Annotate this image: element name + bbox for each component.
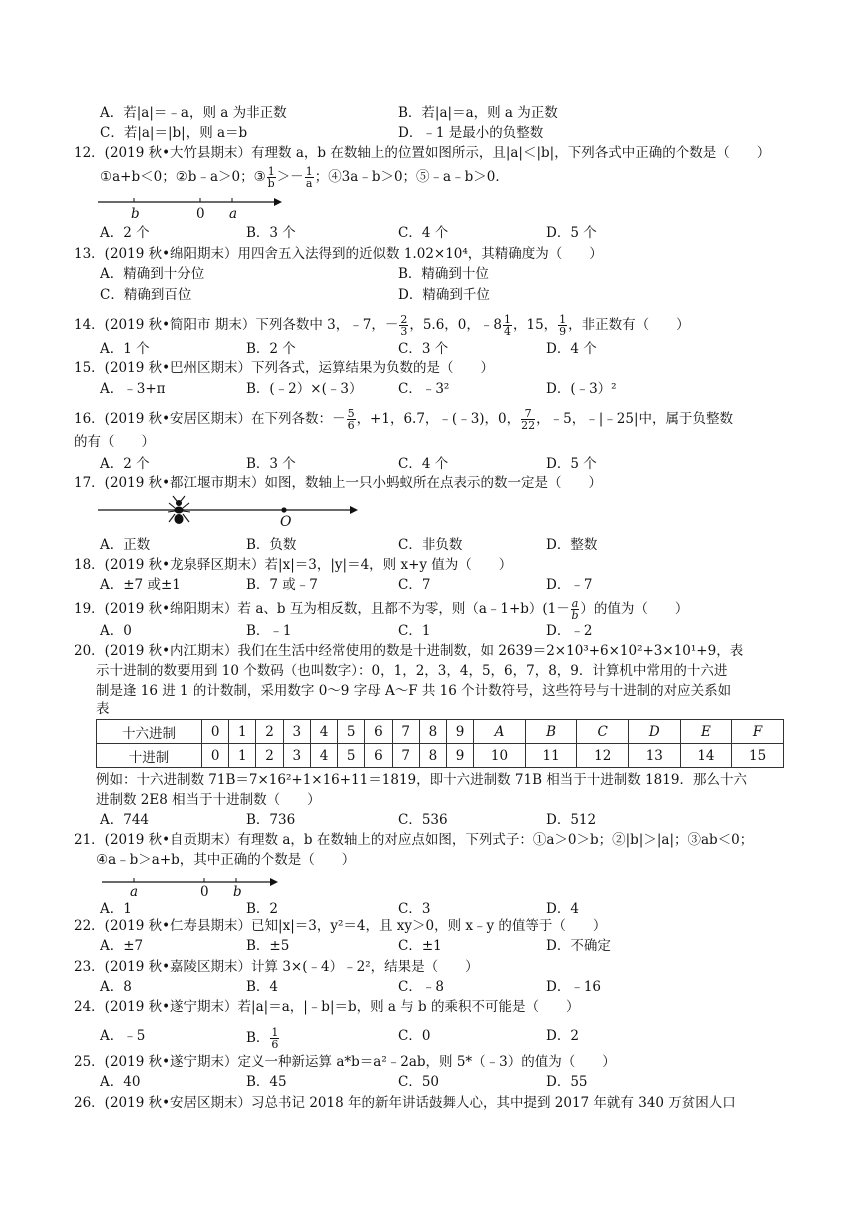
- q25-option-c: C．50: [398, 1074, 440, 1090]
- q16-stem-b: ，+1，6.7，﹣(﹣3)，0，: [356, 411, 521, 427]
- q16-stem-c: ，﹣5，﹣|﹣25|中，属于负整数: [536, 411, 734, 427]
- q16-frac-1: $\frac{5}{6}$: [347, 407, 355, 432]
- q26-stem: 26．(2019 秋•安居区期末）习总书记 2018 年的新年讲话鼓舞人心，其中提到 2017 年就有 340 万贫困人口: [74, 1095, 736, 1111]
- q14-frac-1: $\frac{2}{3}$: [400, 313, 408, 338]
- q12-axis-label-b: b: [131, 206, 140, 222]
- q15-stem: 15．(2019 秋•巴州区期末）下列各式，运算结果为负数的是（ ）: [74, 360, 495, 376]
- q21-axis-label-b: b: [233, 884, 242, 900]
- q22-option-c: C．±1: [398, 938, 442, 954]
- q16-stem-a: 16．(2019 秋•安居区期末）在下列各数：: [74, 411, 333, 427]
- q19-stem-b: ）的值为（ ）: [580, 601, 689, 617]
- table-cell: 5: [338, 720, 365, 744]
- table-cell: F: [732, 720, 784, 744]
- q13-option-d: D．精确到千位: [398, 287, 490, 303]
- q23-stem: 23．(2019 秋•嘉陵区期末）计算 3×(﹣4）﹣2²，结果是（ ）: [74, 959, 479, 975]
- q23-option-a: A．8: [100, 979, 132, 995]
- q19-option-d: D．﹣2: [546, 623, 593, 639]
- q14-stem: 14．(2019 秋•简阳市 期末）下列各数中 3，﹣7，－ $\frac{2}{3}$ ，5.6，0，﹣8 $\frac{1}{4}$ ，15， $\frac{1}{9}$ ，非正数有（ ）: [74, 313, 690, 338]
- table-cell: 14: [680, 744, 732, 768]
- q19-stem: [74, 598, 688, 621]
- table-cell: 2: [256, 720, 283, 744]
- table-cell: 6: [365, 744, 392, 768]
- q11-option-b: B．若|a|＝a，则 a 为正数: [398, 105, 558, 121]
- q17-option-d: D．整数: [546, 537, 598, 553]
- q21-option-a: A．1: [100, 901, 132, 917]
- q22-option-b: B．±5: [246, 938, 290, 954]
- q21-axis-label-0: 0: [200, 884, 209, 900]
- hex-decimal-table: [96, 719, 784, 768]
- table-cell: 3: [283, 744, 310, 768]
- q12-frac-1a: $\frac{1}{a}$: [305, 165, 313, 190]
- q24-option-b-fraction: $\frac{1}{6}$: [271, 1026, 279, 1051]
- q20-line5: 例如：十六进制数 71B＝7×16²+1×16+11＝1819，即十六进制数 71B 相当于十进制数 1819．那么十六: [96, 772, 747, 788]
- q12-stem: 12．(2019 秋•大竹县期末）有理数 a，b 在数轴上的位置如图所示，且|a|＜|b|，下列各式中正确的个数是（ ）: [74, 145, 771, 161]
- q19-option-c: C．1: [398, 623, 431, 639]
- q12-frac-1b: $\frac{1}{b}$: [267, 165, 275, 190]
- q22-stem: 22．(2019 秋•仁寿县期末）已知|x|＝3，y²＝4，且 xy＞0，则 x﹣y 的值等于（ ）: [74, 918, 607, 934]
- q16-option-c: C．4 个: [398, 456, 449, 472]
- table-cell: 12: [577, 744, 629, 768]
- q21-axis-label-a: a: [130, 884, 139, 900]
- table-cell: D: [629, 720, 681, 744]
- q25-option-b: B．45: [246, 1074, 287, 1090]
- q11-option-a: A．若|a|＝﹣a，则 a 为非正数: [100, 105, 287, 121]
- table-cell: 5: [338, 744, 365, 768]
- q13-option-c: C．精确到百位: [100, 287, 192, 303]
- q16-option-d: D．5 个: [546, 456, 597, 472]
- q18-option-c: C．7: [398, 577, 431, 593]
- q24-stem: 24．(2019 秋•遂宁期末）若|a|＝a，|﹣b|＝b，则 a 与 b 的乘积不可能是（ ）: [74, 999, 580, 1015]
- q20-line3: 制是逢 16 进 1 的计数制，采用数字 0～9 字母 A～F 共 16 个计数符号，这些符号与十进制的对应关系如: [96, 683, 732, 699]
- table-cell: 6: [365, 720, 392, 744]
- table-cell: 11: [525, 744, 577, 768]
- q20-option-d: D．512: [546, 812, 597, 828]
- q19-option-a: A．0: [100, 623, 132, 639]
- q14-stem-a: 14．(2019 秋•简阳市 期末）下列各数中 3，﹣7，: [74, 317, 385, 333]
- q18-option-d: D．﹣7: [546, 577, 593, 593]
- q12-option-a: A．2 个: [100, 225, 150, 241]
- q14-stem-b: ，5.6，0，﹣8: [409, 317, 502, 333]
- q16-frac-2: $\frac{7}{22}$: [521, 407, 536, 432]
- q14-option-d: D．4 个: [546, 341, 597, 357]
- table-cell: 9: [446, 720, 473, 744]
- table-cell: 13: [629, 744, 681, 768]
- q19-option-b: B．﹣1: [246, 623, 292, 639]
- q25-option-d: D．55: [546, 1074, 588, 1090]
- table-header-hex: 十六进制: [97, 720, 202, 744]
- q16-stem: 16．(2019 秋•安居区期末）在下列各数：－ $\frac{5}{6}$ ，+1，6.7，﹣(﹣3)，0， $\frac{7}{22}$ ，﹣5，﹣|﹣25|中，属于负整数: [74, 407, 734, 432]
- q18-option-a: A．±7 或±1: [100, 577, 181, 593]
- q14-frac-2: $\frac{1}{4}$: [503, 313, 511, 338]
- q21-option-c: C．3: [398, 901, 431, 917]
- q23-option-c: C．﹣8: [398, 979, 444, 995]
- table-cell: 15: [732, 744, 784, 768]
- q18-stem: 18．(2019 秋•龙泉驿区期末）若|x|＝3，|y|＝4，则 x+y 值为（ ）: [74, 557, 513, 573]
- table-cell: 0: [202, 744, 229, 768]
- q12-items: ①a+b＜0；②b﹣a＞0；③ $\frac{1}{b}$ ＞－ $\frac{1}{a}$ ；④3a﹣b＞0；⑤﹣a﹣b＞0．: [100, 165, 509, 190]
- q20-line4: 表: [96, 701, 110, 717]
- q21-option-b: B．2: [246, 901, 279, 917]
- q16-stem-line2: 的有（ ）: [74, 434, 155, 450]
- table-cell: 4: [310, 720, 337, 744]
- q18-option-b: B．7 或﹣7: [246, 577, 318, 593]
- q17-stem: 17．(2019 秋•都江堰市期末）如图，数轴上一只小蚂蚁所在点表示的数一定是（ ）: [74, 475, 603, 491]
- q12-option-c: C．4 个: [398, 225, 449, 241]
- q19-stem-a: 19．(2019 秋•绵阳期末）若 a、b 互为相反数，且都不为零，则（a﹣1+b）(1－: [74, 601, 570, 617]
- table-cell: 1: [229, 744, 256, 768]
- q17-option-b: B．负数: [246, 537, 297, 553]
- table-cell: 4: [310, 744, 337, 768]
- q13-option-b: B．精确到十位: [398, 266, 489, 282]
- q14-frac-3: $\frac{1}{9}$: [559, 313, 567, 338]
- q16-option-b: B．3 个: [246, 456, 296, 472]
- table-cell: C: [577, 720, 629, 744]
- q20-line2: 示十进制的数要用到 10 个数码（也叫数字）：0，1，2，3，4，5，6，7，8，9．计算机中常用的十六进: [96, 663, 728, 679]
- q23-option-d: D．﹣16: [546, 979, 602, 995]
- q12-axis-label-a: a: [229, 206, 238, 222]
- q12-number-line: [96, 192, 286, 222]
- q21-option-d: D．4: [546, 901, 579, 917]
- q11-option-c: C．若|a|＝|b|，则 a＝b: [100, 125, 248, 141]
- q13-stem: 13．(2019 秋•绵阳期末）用四舍五入法得到的近似数 1.02×10⁴，其精确度为（ ）: [74, 246, 603, 262]
- q22-option-a: A．±7: [100, 938, 144, 954]
- q20-line6: 进制数 2E8 相当于十进制数（ ）: [96, 792, 321, 808]
- q12-option-d: D．5 个: [546, 225, 597, 241]
- q22-option-d: D．不确定: [546, 938, 611, 954]
- q17-option-c: C．非负数: [398, 537, 463, 553]
- table-row-hex: [97, 720, 784, 744]
- q20-option-a: A．744: [100, 812, 150, 828]
- table-cell: 10: [474, 744, 526, 768]
- table-cell: 8: [419, 720, 446, 744]
- table-cell: 0: [202, 720, 229, 744]
- table-cell: 7: [392, 720, 419, 744]
- q25-stem: 25．(2019 秋•遂宁期末）定义一种新运算 a*b＝a²﹣2ab，则 5*（﹣3）的值为（ ）: [74, 1054, 616, 1070]
- table-cell: 1: [229, 720, 256, 744]
- q14-option-a: A．1 个: [100, 341, 150, 357]
- q20-line1: 20．(2019 秋•内江期末）我们在生活中经常使用的数是十进制数，如 2639＝2×10³+6×10²+3×10¹+9，表: [74, 643, 744, 659]
- q12-items-b: ④3a﹣b＞0；⑤﹣a﹣b＞0．: [328, 169, 509, 185]
- q19-frac: $\frac{a}{b}$: [571, 597, 579, 622]
- table-header-dec: 十进制: [97, 744, 202, 768]
- q14-stem-d: ，非正数有（ ）: [568, 317, 690, 333]
- q15-option-b: B．(﹣2）×(﹣3）: [246, 381, 363, 397]
- q15-option-a: A．﹣3+π: [100, 381, 166, 397]
- q20-option-c: C．536: [398, 812, 448, 828]
- q17-number-line: [96, 498, 366, 530]
- table-cell: E: [680, 720, 732, 744]
- q17-origin-label: O: [280, 514, 292, 530]
- q14-stem-c: ，15，: [512, 317, 558, 333]
- q24-option-c: C．0: [398, 1028, 431, 1044]
- q11-option-d: D．﹣1 是最小的负整数: [398, 125, 544, 141]
- q15-option-c: C．﹣3²: [398, 381, 450, 397]
- q13-option-a: A．精确到十分位: [100, 266, 205, 282]
- q25-option-a: A．40: [100, 1074, 141, 1090]
- q24-option-d: D．2: [546, 1028, 579, 1044]
- q12-items-a: ①a+b＜0；②b﹣a＞0；③: [100, 169, 266, 185]
- q14-option-b: B．2 个: [246, 341, 296, 357]
- q12-option-b: B．3 个: [246, 225, 296, 241]
- table-cell: 8: [419, 744, 446, 768]
- q15-option-d: D．(﹣3）²: [546, 381, 617, 397]
- table-cell: 7: [392, 744, 419, 768]
- q21-line1: 21．(2019 秋•自贡期末）有理数 a，b 在数轴上的对应点如图，下列式子：①a＞0＞b；②|b|＞|a|；③ab＜0；: [74, 832, 754, 848]
- q21-line2: ④a﹣b＞a+b，其中正确的个数是（ ）: [96, 852, 356, 868]
- q12-axis-label-0: 0: [196, 206, 205, 222]
- q24-option-a: A．﹣5: [100, 1028, 146, 1044]
- q17-option-a: A．正数: [100, 537, 151, 553]
- table-cell: A: [474, 720, 526, 744]
- q16-option-a: A．2 个: [100, 456, 150, 472]
- q20-option-b: B．736: [246, 812, 296, 828]
- q24-option-b-label: B．: [246, 1030, 270, 1046]
- table-row-dec: [97, 744, 784, 768]
- table-cell: 3: [283, 720, 310, 744]
- table-cell: 9: [446, 744, 473, 768]
- q24-option-b: [246, 1027, 280, 1050]
- q21-number-line: [100, 872, 285, 902]
- table-cell: 2: [256, 744, 283, 768]
- q14-option-c: C．3 个: [398, 341, 449, 357]
- table-cell: B: [525, 720, 577, 744]
- q23-option-b: B．4: [246, 979, 279, 995]
